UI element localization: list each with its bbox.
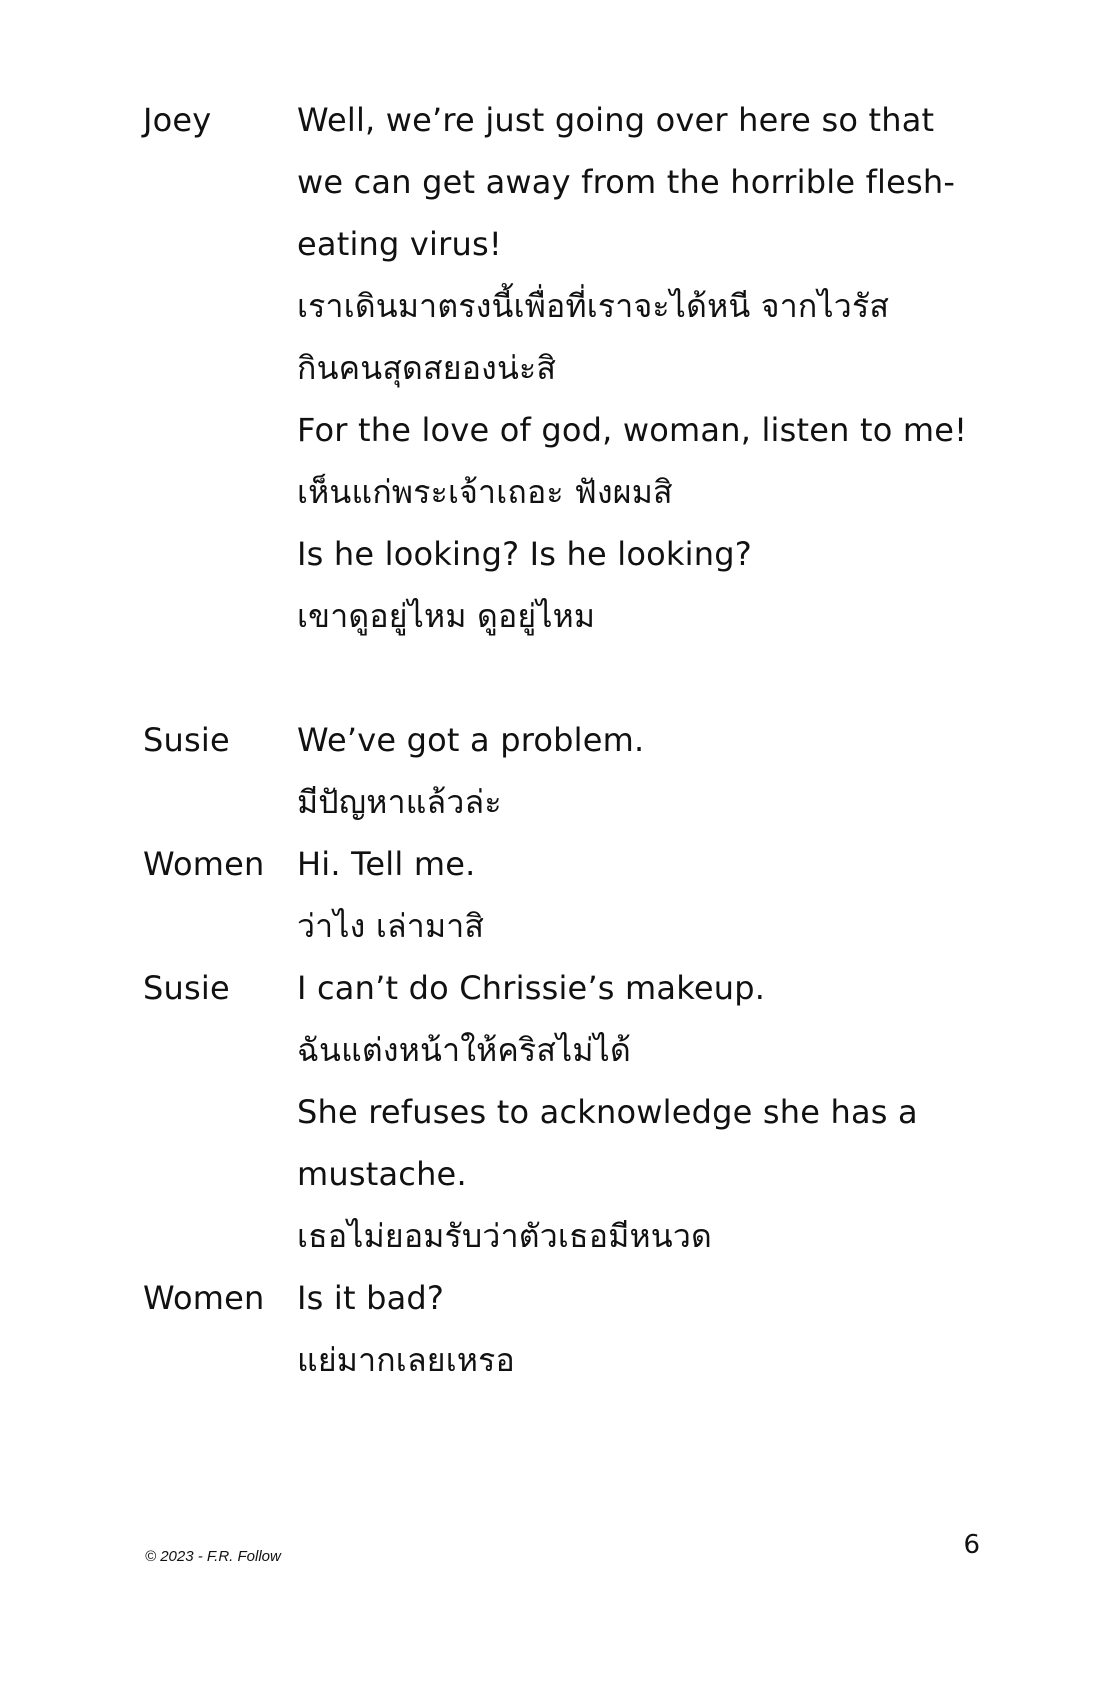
dialogue-line: we can get away from the horrible flesh- xyxy=(297,163,956,201)
copyright-footer: © 2023 - F.R. Follow xyxy=(145,1548,281,1565)
dialogue-line: Is it bad? xyxy=(297,1279,445,1317)
dialogue-line: For the love of god, woman, listen to me! xyxy=(297,411,968,449)
speaker-name: Women xyxy=(143,1279,265,1317)
dialogue-line: We’ve got a problem. xyxy=(297,721,645,759)
dialogue-line-thai: แย่มากเลยเหรอ xyxy=(297,1341,515,1379)
speaker-name: Joey xyxy=(143,101,212,139)
dialogue-line-thai: มีปัญหาแล้วล่ะ xyxy=(297,783,502,821)
speaker-name: Susie xyxy=(143,969,230,1007)
dialogue-line: Hi. Tell me. xyxy=(297,845,476,883)
dialogue-line: She refuses to acknowledge she has a xyxy=(297,1093,918,1131)
speaker-name: Women xyxy=(143,845,265,883)
dialogue-line-thai: กินคนสุดสยองน่ะสิ xyxy=(297,349,557,387)
dialogue-line-thai: เห็นแก่พระเจ้าเถอะ ฟังผมสิ xyxy=(297,473,673,511)
dialogue-line-thai: ฉันแต่งหน้าให้คริสไม่ได้ xyxy=(297,1031,631,1069)
dialogue-line: Is he looking? Is he looking? xyxy=(297,535,752,573)
dialogue-line-thai: เธอไม่ยอมรับว่าตัวเธอมีหนวด xyxy=(297,1217,713,1255)
speaker-name: Susie xyxy=(143,721,230,759)
dialogue-line: I can’t do Chrissie’s makeup. xyxy=(297,969,766,1007)
page-number: 6 xyxy=(963,1530,980,1560)
dialogue-line: Well, we’re just going over here so that xyxy=(297,101,935,139)
dialogue-line-thai: เราเดินมาตรงนี้เพื่อที่เราจะได้หนี จากไวรัส xyxy=(297,287,890,325)
dialogue-line: eating virus! xyxy=(297,225,502,263)
dialogue-line-thai: ว่าไง เล่ามาสิ xyxy=(297,907,485,945)
dialogue-line-thai: เขาดูอยู่ไหม ดูอยู่ไหม xyxy=(297,597,596,635)
dialogue-line: mustache. xyxy=(297,1155,467,1193)
